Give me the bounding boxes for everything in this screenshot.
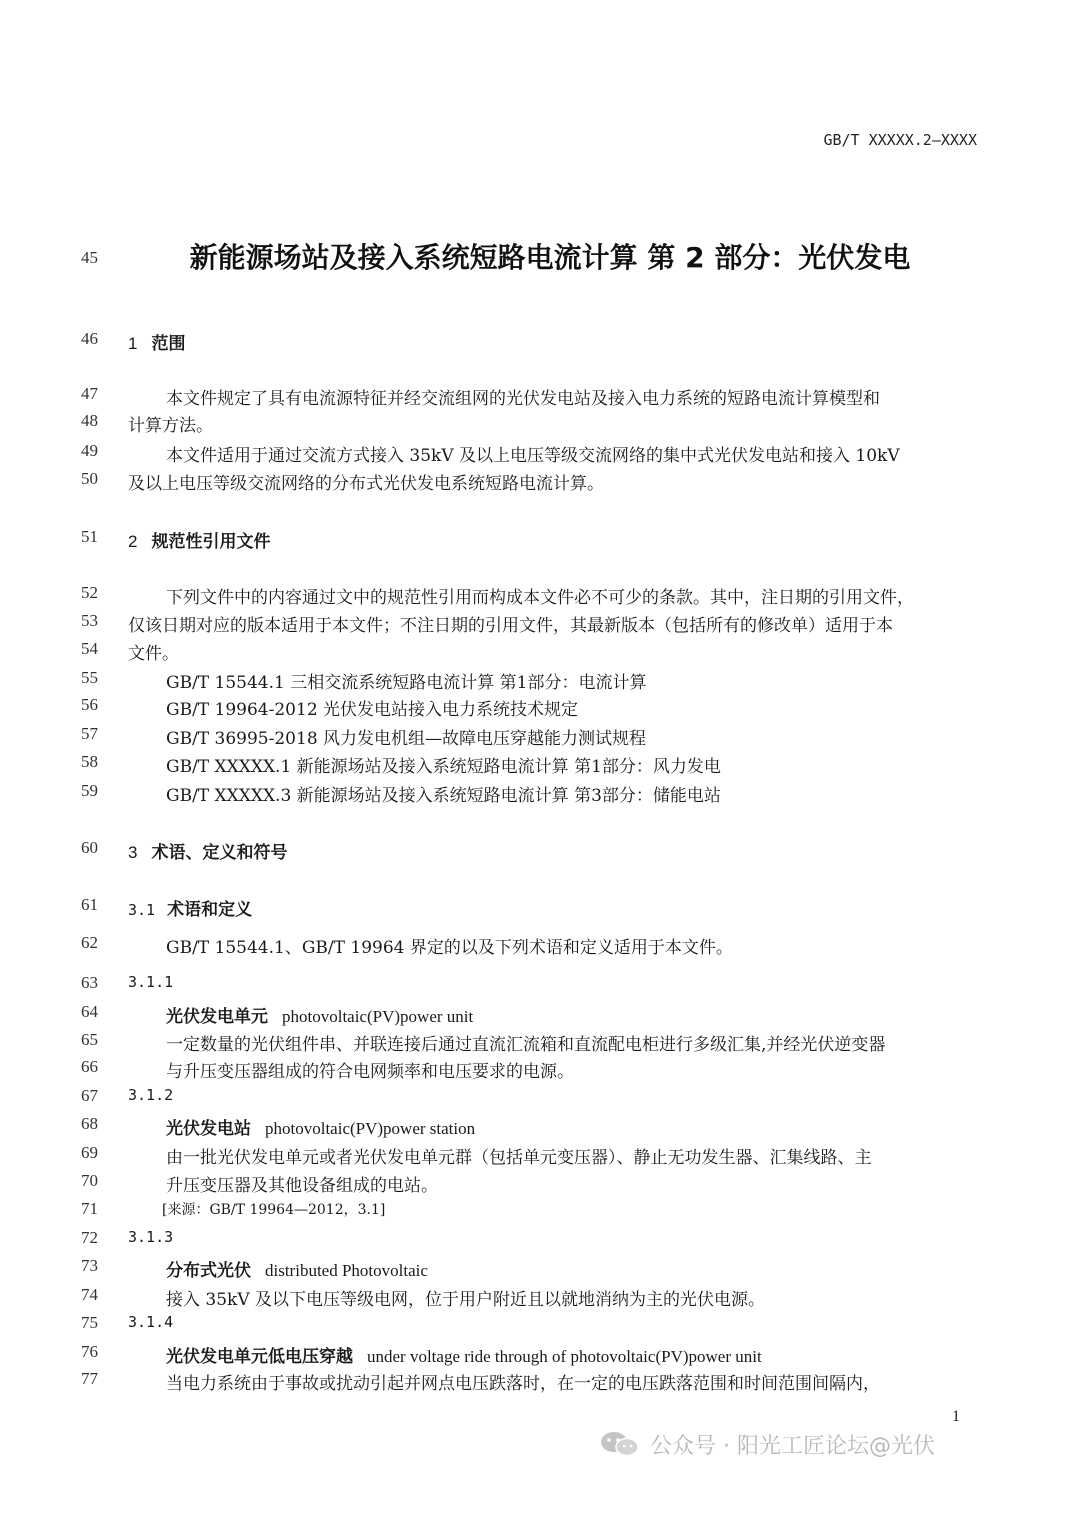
- section-heading: [128, 527, 270, 552]
- text-line: 接入 35kV 及以下电压等级电网，位于用户附近且以就地消纳为主的光伏电源。: [166, 1290, 766, 1310]
- term-chinese: 光伏发电站: [166, 1119, 251, 1139]
- text-line: 一定数量的光伏组件串、并联连接后通过直流汇流箱和直流配电柜进行多级汇集,并经光伏逆变器: [166, 1035, 886, 1055]
- text-line: 文件。: [128, 644, 179, 664]
- watermark-text: 公众号 · 阳光工匠论坛@光伏: [650, 1433, 935, 1459]
- term-english: under voltage ride through of photovoltaic(PV)power unit: [367, 1347, 762, 1366]
- heading-number: 3: [128, 843, 138, 862]
- term-chinese: 分布式光伏: [166, 1261, 251, 1281]
- text-line: 仅该日期对应的版本适用于本文件；不注日期的引用文件，其最新版本（包括所有的修改单）适用于本: [128, 616, 893, 636]
- line-number: 72: [81, 1228, 98, 1247]
- term-chinese: 光伏发电单元低电压穿越: [166, 1347, 353, 1367]
- section-heading: [128, 329, 185, 354]
- line-number: 51: [81, 527, 98, 546]
- text-line: GB/T XXXXX.3 新能源场站及接入系统短路电流计算 第3部分：储能电站: [166, 786, 721, 806]
- line-number: 63: [81, 973, 98, 992]
- text-line: GB/T XXXXX.1 新能源场站及接入系统短路电流计算 第1部分：风力发电: [166, 757, 721, 777]
- term-english: distributed Photovoltaic: [265, 1261, 428, 1280]
- page-number: 1: [952, 1408, 960, 1425]
- text-line: 与升压变压器组成的符合电网频率和电压要求的电源。: [166, 1062, 574, 1082]
- line-number: 55: [81, 668, 98, 687]
- clause-number: 3.1.2: [128, 1086, 174, 1104]
- text-line: 升压变压器及其他设备组成的电站。: [166, 1176, 438, 1196]
- text-line: GB/T 36995-2018 风力发电机组—故障电压穿越能力测试规程: [166, 729, 647, 749]
- heading-number: 2: [128, 532, 138, 551]
- text-line: 计算方法。: [128, 416, 213, 436]
- line-number: 66: [81, 1057, 98, 1076]
- line-number: 62: [81, 933, 98, 952]
- heading-number: 3.1: [128, 901, 156, 919]
- line-number: 69: [81, 1143, 98, 1162]
- line-number: 48: [81, 411, 98, 430]
- term-entry: [166, 1114, 475, 1139]
- line-number: 60: [81, 838, 98, 857]
- heading-number: 1: [128, 334, 138, 353]
- line-number: 67: [81, 1086, 98, 1105]
- line-number: 54: [81, 639, 98, 658]
- line-number: 70: [81, 1171, 98, 1190]
- line-number: 61: [81, 895, 98, 914]
- line-number: 71: [81, 1199, 98, 1218]
- text-line: 由一批光伏发电单元或者光伏发电单元群（包括单元变压器）、静止无功发生器、汇集线路、主: [166, 1148, 872, 1168]
- document-title: 新能源场站及接入系统短路电流计算 第 2 部分：光伏发电: [189, 241, 911, 274]
- text-line: 当电力系统由于事故或扰动引起并网点电压跌落时，在一定的电压跌落范围和时间范围间隔内，: [166, 1374, 880, 1394]
- text-line: GB/T 15544.1、GB/T 19964 界定的以及下列术语和定义适用于本文件。: [166, 938, 733, 958]
- line-number: 65: [81, 1030, 98, 1049]
- text-line: 及以上电压等级交流网络的分布式光伏发电系统短路电流计算。: [128, 474, 604, 494]
- line-number: 52: [81, 583, 98, 602]
- section-heading: [128, 838, 287, 863]
- line-number: 50: [81, 469, 98, 488]
- line-number: 59: [81, 781, 98, 800]
- subsection-heading: [128, 895, 252, 920]
- text-line: GB/T 19964-2012 光伏发电站接入电力系统技术规定: [166, 700, 579, 720]
- line-number: 56: [81, 695, 98, 714]
- heading-text: 范围: [151, 334, 186, 354]
- text-line: GB/T 15544.1 三相交流系统短路电流计算 第1部分：电流计算: [166, 673, 647, 693]
- source-note: [来源：GB/T 19964—2012，3.1]: [162, 1202, 386, 1218]
- watermark: [598, 1428, 935, 1460]
- title-line-number: 45: [81, 248, 98, 267]
- term-english: photovoltaic(PV)power unit: [282, 1007, 474, 1026]
- term-entry: [166, 1342, 762, 1367]
- term-entry: [166, 1256, 428, 1281]
- line-number: 58: [81, 752, 98, 771]
- wechat-icon: [598, 1430, 642, 1458]
- line-number: 75: [81, 1313, 98, 1332]
- clause-number: 3.1.3: [128, 1228, 174, 1246]
- term-english: photovoltaic(PV)power station: [265, 1119, 476, 1138]
- line-number: 46: [81, 329, 98, 348]
- term-chinese: 光伏发电单元: [166, 1007, 268, 1027]
- clause-number: 3.1.1: [128, 973, 174, 991]
- document-code: GB/T XXXXX.2—XXXX: [823, 131, 977, 149]
- clause-number: 3.1.4: [128, 1313, 174, 1331]
- term-entry: [166, 1002, 473, 1027]
- line-number: 47: [81, 384, 98, 403]
- text-line: 下列文件中的内容通过文中的规范性引用而构成本文件必不可少的条款。其中，注日期的引用文件，: [166, 588, 914, 608]
- heading-text: 规范性引用文件: [151, 532, 271, 552]
- heading-text: 术语和定义: [167, 900, 253, 920]
- text-line: 本文件规定了具有电流源特征并经交流组网的光伏发电站及接入电力系统的短路电流计算模型和: [166, 389, 880, 409]
- text-line: 本文件适用于通过交流方式接入 35kV 及以上电压等级交流网络的集中式光伏发电站和接入 10kV: [166, 446, 900, 466]
- heading-text: 术语、定义和符号: [151, 843, 288, 863]
- line-number: 74: [81, 1285, 98, 1304]
- line-number: 49: [81, 441, 98, 460]
- line-number: 57: [81, 724, 98, 743]
- line-number: 68: [81, 1114, 98, 1133]
- line-number: 64: [81, 1002, 98, 1021]
- line-number: 77: [81, 1369, 98, 1388]
- line-number: 73: [81, 1256, 98, 1275]
- line-number: 53: [81, 611, 98, 630]
- line-number: 76: [81, 1342, 98, 1361]
